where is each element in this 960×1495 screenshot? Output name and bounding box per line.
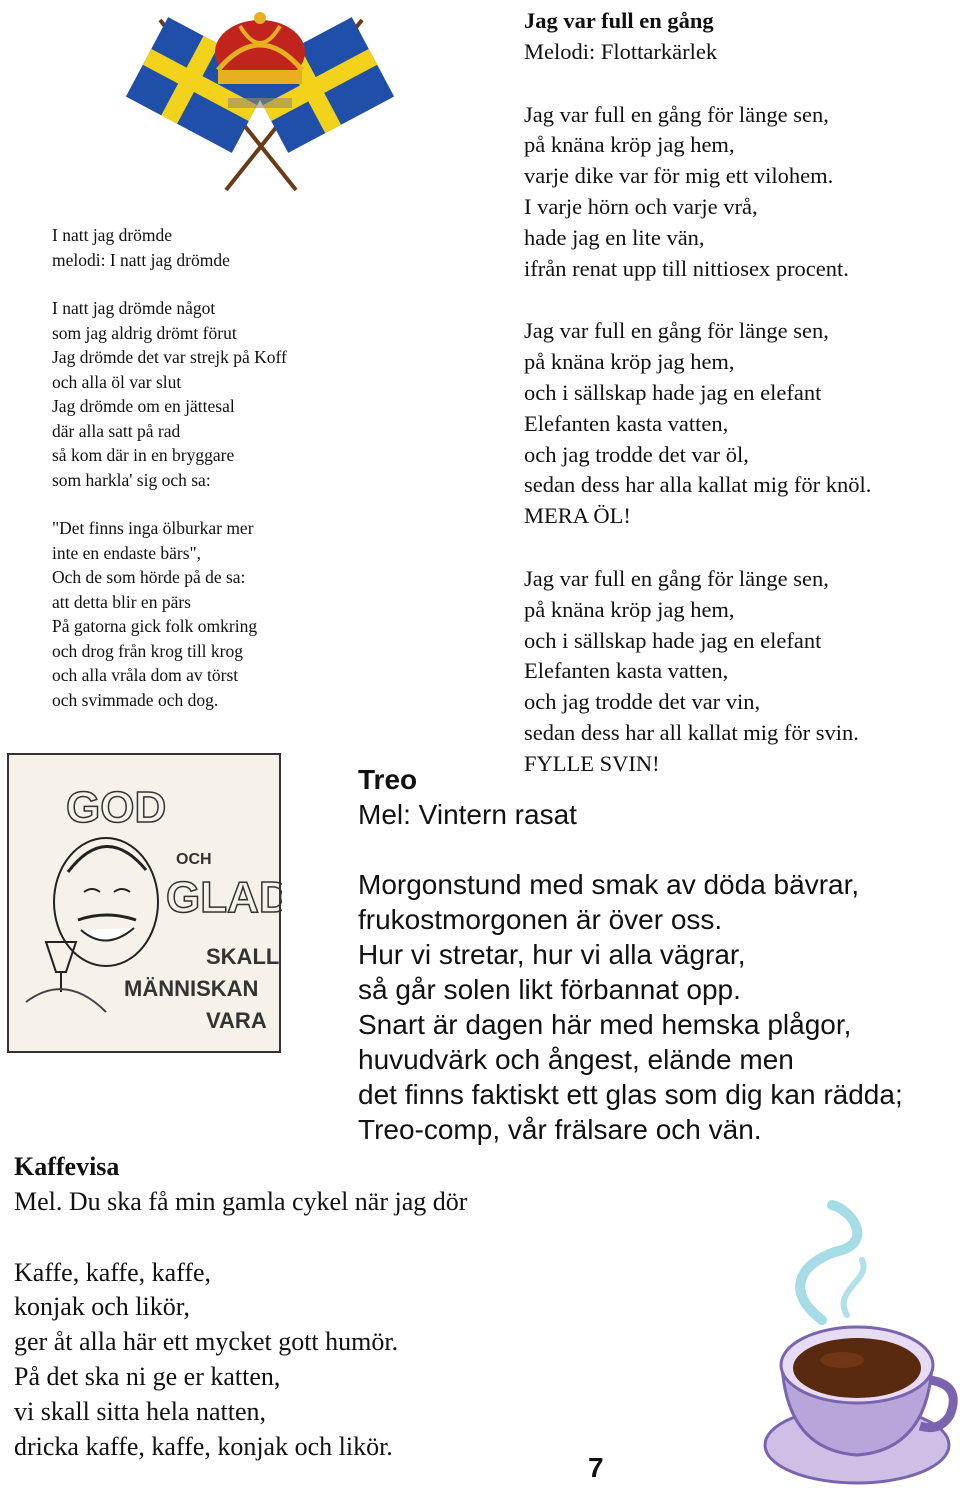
- verse-line: som harkla' sig och sa:: [52, 469, 211, 490]
- verse-line: dricka kaffe, kaffe, konjak och likör.: [14, 1431, 393, 1461]
- song-title: Treo: [358, 764, 418, 795]
- song-melody: Mel: Vintern rasat: [358, 799, 577, 830]
- verse-line: ger åt alla här ett mycket gott humör.: [14, 1327, 399, 1357]
- verse-line: och jag trodde det var vin,: [524, 689, 761, 715]
- verse-line: Jag var full en gång för länge sen,: [524, 318, 829, 344]
- verse-line: varje dike var för mig ett vilohem.: [524, 163, 834, 189]
- poster-word: SKALL: [206, 944, 280, 969]
- verse-line: Jag var full en gång för länge sen,: [524, 565, 829, 591]
- verse-line: konjak och likör,: [14, 1292, 190, 1322]
- verse-line: sedan dess har alla kallat mig för knöl.: [524, 472, 872, 498]
- song-treo: [358, 762, 903, 1147]
- page-number: 7: [588, 1452, 604, 1483]
- verse-line: och alla vråla dom av törst: [52, 665, 239, 685]
- verse-line: sedan dess har all kallat mig för svin.: [524, 719, 859, 745]
- verse-line: på knäna kröp jag hem,: [524, 596, 735, 622]
- verse-line: frukostmorgonen är över oss.: [358, 904, 723, 935]
- verse-line: så går solen likt förbannat opp.: [358, 974, 741, 1005]
- verse-line: På det ska ni ge er katten,: [14, 1361, 281, 1391]
- song-i-natt-jag-dromde: [52, 223, 287, 712]
- verse-line: det finns faktiskt ett glas som dig kan rädda;: [358, 1079, 903, 1110]
- song-melody: Melodi: Flottarkärlek: [524, 38, 718, 64]
- verse-line: "Det finns inga ölburkar mer: [52, 518, 254, 538]
- poster-word: GLAD: [166, 873, 282, 922]
- poster-word: GOD: [66, 783, 167, 832]
- verse-line: och i sällskap hade jag en elefant: [524, 627, 822, 653]
- poster-word: OCH: [176, 851, 212, 868]
- song-melody: melodi: I natt jag drömde: [52, 249, 230, 270]
- poster-word: MÄNNISKAN: [124, 976, 259, 1001]
- poster-word: VARA: [206, 1008, 267, 1033]
- verse-line: huvudvärk och ångest, elände men: [358, 1044, 794, 1075]
- verse-line: på knäna kröp jag hem,: [524, 349, 735, 375]
- verse-line: inte en endaste bärs",: [52, 542, 202, 563]
- verse-line: Och de som hörde på de sa:: [52, 567, 246, 587]
- verse-line: och jag trodde det var öl,: [524, 441, 749, 467]
- song-jag-var-full-en-gang: [524, 6, 871, 780]
- song-title: I natt jag drömde: [52, 225, 173, 245]
- god-och-glad-sketch-image: [6, 752, 282, 1054]
- verse-line: att detta blir en pärs: [52, 591, 191, 612]
- verse-line: I varje hörn och varje vrå,: [524, 193, 758, 219]
- swedish-flags-crown-image: [100, 0, 420, 195]
- verse-line: Elefanten kasta vatten,: [524, 410, 729, 436]
- verse-line: hade jag en lite vän,: [524, 224, 705, 250]
- verse-line: Hur vi stretar, hur vi alla vägrar,: [358, 939, 746, 970]
- verse-line: Snart är dagen här med hemska plågor,: [358, 1009, 852, 1040]
- coffee-cup-image: [762, 1200, 960, 1490]
- verse-line: och alla öl var slut: [52, 371, 182, 392]
- verse-line: som jag aldrig drömt förut: [52, 322, 237, 343]
- verse-line: Jag drömde om en jättesal: [52, 396, 235, 416]
- verse-line: FYLLE SVIN!: [524, 750, 660, 776]
- verse-line: Treo-comp, vår frälsare och vän.: [358, 1114, 762, 1145]
- song-title: Kaffevisa: [14, 1152, 120, 1181]
- verse-line: I natt jag drömde något: [52, 298, 216, 318]
- verse-line: Jag var full en gång för länge sen,: [524, 101, 829, 127]
- verse-line: Jag drömde det var strejk på Koff: [52, 347, 287, 367]
- verse-line: på knäna kröp jag hem,: [524, 132, 735, 158]
- verse-line: vi skall sitta hela natten,: [14, 1396, 266, 1426]
- verse-line: På gatorna gick folk omkring: [52, 616, 258, 636]
- verse-line: ifrån renat upp till nittiosex procent.: [524, 255, 849, 281]
- verse-line: och i sällskap hade jag en elefant: [524, 379, 822, 405]
- verse-line: Morgonstund med smak av döda bävrar,: [358, 869, 860, 900]
- song-title: Jag var full en gång: [524, 8, 714, 33]
- verse-line: Kaffe, kaffe, kaffe,: [14, 1257, 212, 1287]
- song-kaffevisa: [14, 1150, 467, 1464]
- verse-line: MERA ÖL!: [524, 503, 631, 529]
- verse-line: där alla satt på rad: [52, 420, 181, 441]
- verse-line: Elefanten kasta vatten,: [524, 658, 729, 684]
- verse-line: och svimmade och dog.: [52, 689, 219, 710]
- verse-line: och drog från krog till krog: [52, 640, 243, 661]
- verse-line: så kom där in en bryggare: [52, 445, 235, 465]
- song-melody: Mel. Du ska få min gamla cykel när jag dör: [14, 1186, 468, 1216]
